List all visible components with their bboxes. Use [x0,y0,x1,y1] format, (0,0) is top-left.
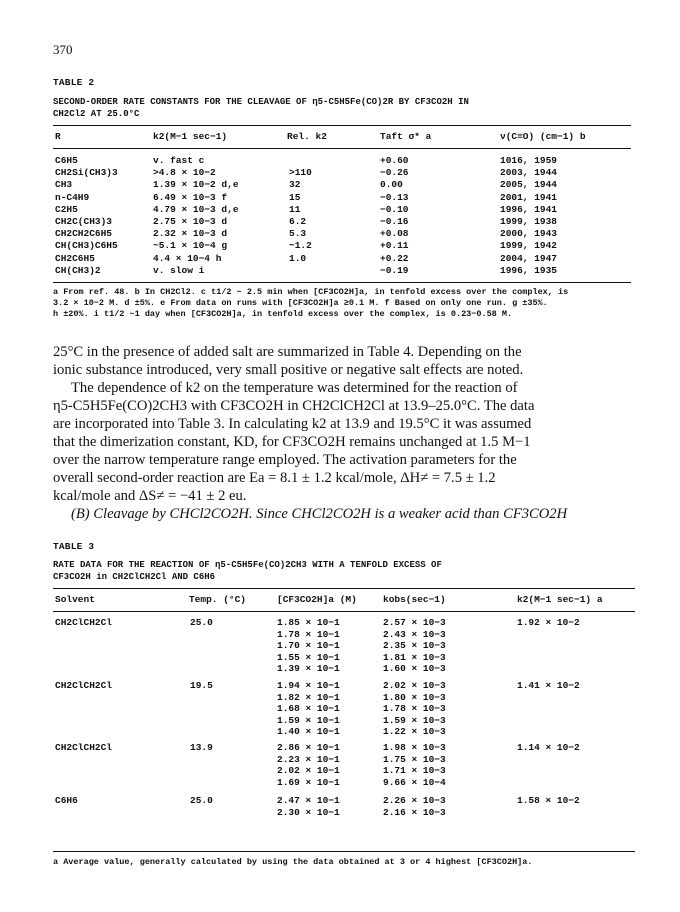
table-2-row [0,216,680,228]
table-3-cell-conc: 1.40 × 10−1 [277,726,340,738]
table-3-cell-k2: 1.58 × 10−2 [517,795,580,806]
table-3-header-solvent: Solvent [55,594,95,605]
table-2-cell-taft: −0.10 [380,203,409,215]
table-2-header-k2: k2(M−1 sec−1) [153,131,228,142]
table-2-cell-k2: 6.49 × 10−3 f [153,191,228,203]
table-2-row [0,265,680,277]
table-2-cell-taft: −0.19 [380,264,409,276]
table-2-label: TABLE 2 [53,77,95,88]
table-2-footnote-line-1: a From ref. 48. b In CH2Cl2. c t1/2 ~ 2.5 min when [CF3CO2H]a, in tenfold excess over the complex, is [53,287,569,297]
table-2-header-rule [53,148,631,149]
table-2-cell-nu: 1996, 1941 [500,203,558,215]
body-line: overall second-order reaction are Ea = 8.1 ± 1.2 kcal/mole, ΔH≠ = 7.5 ± 1.2 [53,470,496,486]
table-3-cell-k2: 1.14 × 10−2 [517,742,580,753]
table-2-cell-k2: >4.8 × 10−2 [153,167,216,179]
table-3-cell-kobs: 1.22 × 10−3 [383,726,446,738]
page-number: 370 [53,42,73,57]
table-2-cell-r: CH(CH3)C6H5 [55,240,118,252]
table-3-cell-kobs: 1.78 × 10−3 [383,703,446,715]
table-3-cell-kobs: 1.75 × 10−3 [383,753,446,765]
table-2-cell-taft: −0.26 [380,167,409,179]
table-2-cell-k2: 1.39 × 10−2 d,e [153,179,239,191]
body-line: The dependence of k2 on the temperature was determined for the reaction of [71,380,518,396]
table-3-cell-conc: 1.78 × 10−1 [277,628,340,640]
table-2-row [0,204,680,216]
table-2-cell-r: CH2C(CH3)3 [55,216,113,227]
table-2-cell-rel-k2: 1.0 [289,252,307,264]
table-2-cell-taft: +0.60 [380,155,409,166]
table-2-header-r: R [55,131,61,142]
table-3-caption-line-2: CF3CO2H in CH2ClCH2Cl AND C6H6 [53,572,216,582]
table-2-header-row [0,131,680,143]
table-2-cell-taft: −0.16 [380,216,409,227]
table-2-cell-nu: 1016, 1959 [500,155,558,166]
table-3-cell-kobs: 9.66 × 10−4 [383,776,446,788]
body-line: kcal/mole and ΔS≠ = −41 ± 2 eu. [53,488,247,504]
table-3-cell-kobs: 1.60 × 10−3 [383,663,446,675]
table-2-cell-rel-k2: >110 [289,167,312,179]
table-2-cell-r: n-C4H9 [55,191,90,203]
table-2-caption-line-1: SECOND-ORDER RATE CONSTANTS FOR THE CLEAVAGE OF η5-C5H5Fe(CO)2R BY CF3CO2H IN [53,97,469,107]
table-3-header-row [0,594,680,606]
table-3-cell-kobs: 2.16 × 10−3 [383,806,446,818]
table-2-cell-taft: +0.11 [380,240,409,252]
table-3-cell-solvent: C6H6 [55,795,78,806]
table-3-cell-kobs: 2.26 × 10−3 [383,795,446,806]
section-heading-line: (B) Cleavage by CHCl2CO2H. Since CHCl2CO2H is a weaker acid than CF3CO2H [71,506,568,522]
table-2-cell-taft: 0.00 [380,179,403,191]
table-2-cell-rel-k2: 15 [289,191,301,203]
table-3-bottom-rule [53,851,635,852]
table-3-cell-kobs: 2.35 × 10−3 [383,640,446,652]
table-2-footnote-line-3: h ±20%. i t1/2 ~1 day when [CF3CO2H]a, in tenfold excess over the complex, is 0.23−0.58 M. [53,309,513,319]
table-2-row [0,228,680,240]
table-2-caption-line-2: CH2Cl2 AT 25.0°C [53,109,140,119]
table-2-cell-nu: 1999, 1942 [500,240,558,252]
table-3-top-rule [53,588,635,589]
table-2-cell-r: CH2CH2C6H5 [55,228,113,240]
table-2-cell-nu: 2000, 1943 [500,228,558,240]
table-2-cell-k2: v. slow i [153,264,205,276]
table-3-cell-conc: 1.68 × 10−1 [277,703,340,715]
table-3-cell-solvent: CH2ClCH2Cl [55,680,113,691]
table-3-footnote: a Average value, generally calculated by using the data obtained at 3 or 4 highest [CF3CO2H]a. [53,857,533,867]
table-3-cell-kobs: 1.80 × 10−3 [383,691,446,703]
body-line: 25°C in the presence of added salt are summarized in Table 4. Depending on the [53,344,522,360]
table-2-cell-rel-k2: ~1.2 [289,240,312,252]
table-2-row [0,253,680,265]
table-2-cell-rel-k2: 11 [289,203,301,215]
table-3-cell-kobs: 1.71 × 10−3 [383,765,446,777]
table-2-cell-rel-k2: 32 [289,179,301,191]
table-3-cell-kobs: 2.43 × 10−3 [383,628,446,640]
table-2-cell-nu: 1999, 1938 [500,216,558,227]
table-2-cell-taft: −0.13 [380,191,409,203]
table-3-cell-kobs: 1.59 × 10−3 [383,714,446,726]
table-2-header-nu: ν(C≡O) (cm−1) b [500,131,586,142]
table-2-header-rel-k2: Rel. k2 [287,131,327,142]
body-line: η5-C5H5Fe(CO)2CH3 with CF3CO2H in CH2ClCH2Cl at 13.9–25.0°C. The data [53,398,535,414]
table-3-cell-conc: 2.86 × 10−1 [277,742,340,753]
table-3-cell-conc: 2.30 × 10−1 [277,806,340,818]
table-2-header-taft: Taft σ* a [380,131,432,142]
table-3-header-temp: Temp. (°C) [189,594,247,605]
table-3-cell-k2: 1.92 × 10−2 [517,617,580,628]
table-2-cell-r: CH(CH3)2 [55,264,101,276]
table-2-row [0,155,680,167]
table-2-row [0,167,680,179]
table-2-cell-r: C2H5 [55,203,78,215]
table-3-cell-kobs: 1.81 × 10−3 [383,651,446,663]
table-2-cell-k2: 2.32 × 10−3 d [153,228,228,240]
table-3-header-conc: [CF3CO2H]a (M) [277,594,357,605]
table-3-cell-conc: 1.59 × 10−1 [277,714,340,726]
table-2-cell-r: CH2Si(CH3)3 [55,167,118,179]
table-2-cell-nu: 2001, 1941 [500,191,558,203]
table-3-cell-k2: 1.41 × 10−2 [517,680,580,691]
table-2-cell-k2: 2.75 × 10−3 d [153,216,228,227]
table-2-cell-rel-k2: 6.2 [289,216,307,227]
table-3-cell-kobs: 2.57 × 10−3 [383,617,446,628]
table-2-cell-k2: 4.79 × 10−3 d,e [153,203,239,215]
table-2-footnote-line-2: 3.2 × 10−2 M. d ±5%. e From data on runs with [CF3CO2H]a ≥0.1 M. f Based on only one run. g ±35%. [53,298,548,308]
table-2-bottom-rule [53,282,631,283]
table-2-row [0,192,680,204]
table-3-cell-temp: 25.0 [190,617,213,628]
table-3-cell-conc: 1.70 × 10−1 [277,640,340,652]
table-3-cell-conc: 2.47 × 10−1 [277,795,340,806]
table-3-cell-solvent: CH2ClCH2Cl [55,742,113,753]
table-3-cell-solvent: CH2ClCH2Cl [55,617,113,628]
table-2-top-rule [53,125,631,126]
table-3-cell-conc: 1.39 × 10−1 [277,663,340,675]
table-2-cell-r: CH2C6H5 [55,252,95,264]
table-3-caption-line-1: RATE DATA FOR THE REACTION OF η5-C5H5Fe(CO)2CH3 WITH A TENFOLD EXCESS OF [53,560,442,570]
table-2-cell-nu: 2004, 1947 [500,252,558,264]
table-3-cell-kobs: 1.98 × 10−3 [383,742,446,753]
table-2-cell-taft: +0.08 [380,228,409,240]
table-3-header-rule [53,611,635,612]
table-3-cell-temp: 13.9 [190,742,213,753]
body-text [53,343,633,523]
table-3-cell-conc: 1.85 × 10−1 [277,617,340,628]
table-3-cell-conc: 2.23 × 10−1 [277,753,340,765]
table-2-cell-nu: 1996, 1935 [500,264,558,276]
table-3-header-kobs: kobs(sec−1) [383,594,446,605]
table-2-cell-k2: 4.4 × 10−4 h [153,252,222,264]
body-line: that the dimerization constant, KD, for CF3CO2H remains unchanged at 1.5 M−1 [53,434,531,450]
table-3-cell-temp: 19.5 [190,680,213,691]
table-3-cell-conc: 1.94 × 10−1 [277,680,340,691]
table-3-cell-conc: 1.82 × 10−1 [277,691,340,703]
table-3-cell-temp: 25.0 [190,795,213,806]
table-2-cell-nu: 2003, 1944 [500,167,558,179]
table-3-label: TABLE 3 [53,541,95,552]
table-2-cell-k2: v. fast c [153,155,205,166]
table-2-cell-r: C6H5 [55,155,78,166]
table-3-cell-conc: 2.02 × 10−1 [277,765,340,777]
table-2-cell-k2: ~5.1 × 10−4 g [153,240,228,252]
body-line: over the narrow temperature range employed. The activation parameters for the [53,452,517,468]
table-2-cell-rel-k2: 5.3 [289,228,307,240]
body-line: ionic substance introduced, very small positive or negative salt effects are noted. [53,362,524,378]
table-3-cell-kobs: 2.02 × 10−3 [383,680,446,691]
table-2-cell-nu: 2005, 1944 [500,179,558,191]
table-2-row [0,240,680,252]
table-3-cell-conc: 1.69 × 10−1 [277,776,340,788]
table-2-cell-r: CH3 [55,179,73,191]
body-line: are incorporated into Table 3. In calculating k2 at 13.9 and 19.5°C it was assumed [53,416,532,432]
table-2-cell-taft: +0.22 [380,252,409,264]
table-2-row [0,179,680,191]
table-3-header-k2: k2(M−1 sec−1) a [517,594,603,605]
table-3-cell-conc: 1.55 × 10−1 [277,651,340,663]
